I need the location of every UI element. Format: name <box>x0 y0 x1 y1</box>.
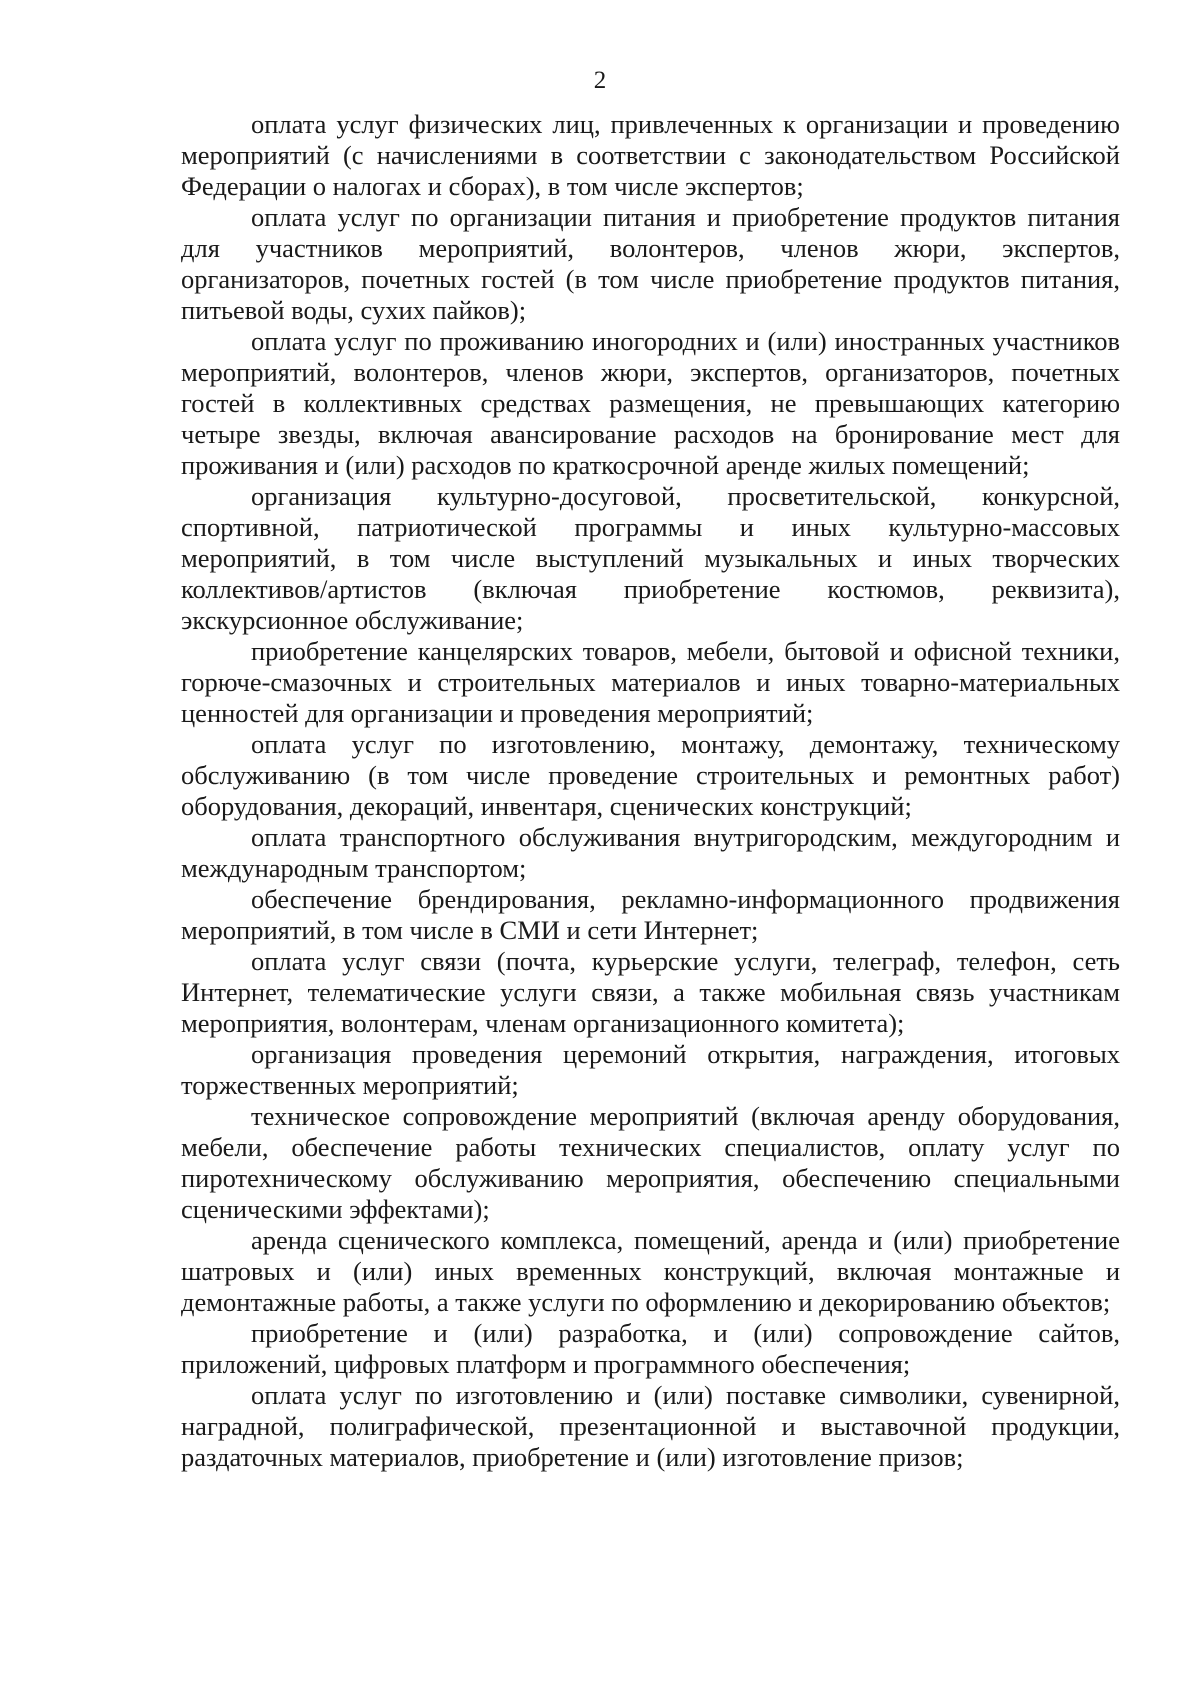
document-body <box>181 109 1120 1473</box>
paragraph: оплата услуг физических лиц, привлеченных к организации и проведению мероприятий (с начислениями в соответствии с законодательством Российской Федерации о налогах и сборах), в том числе экспертов; <box>181 109 1120 201</box>
paragraph: оплата услуг по изготовлению и (или) поставке символики, сувенирной, наградной, полиграфической, презентационной и выставочной продукции, раздаточных материалов, приобретение и (или) изготовление призов; <box>181 1380 1120 1472</box>
paragraph: приобретение канцелярских товаров, мебели, бытовой и офисной техники, горюче-смазочных и строительных материалов и иных товарно-материальных ценностей для организации и проведения мероприятий; <box>181 636 1120 728</box>
paragraph: техническое сопровождение мероприятий (включая аренду оборудования, мебели, обеспечение работы технических специалистов, оплату услуг по пиротехническому обслуживанию мероприятия, обеспечению специальными сценическими эффектами); <box>181 1101 1120 1224</box>
paragraph: оплата услуг по проживанию иногородних и (или) иностранных участников мероприятий, волонтеров, членов жюри, экспертов, организаторов, почетных гостей в коллективных средствах размещения, не превышающих категорию четыре звезды, включая авансирование расходов на бронирование мест для проживания и (или) расходов по краткосрочной аренде жилых помещений; <box>181 326 1120 480</box>
paragraph: организация культурно-досуговой, просветительской, конкурсной, спортивной, патриотической программы и иных культурно-массовых мероприятий, в том числе выступлений музыкальных и иных творческих коллективов/артистов (включая приобретение костюмов, реквизита), экскурсионное обслуживание; <box>181 481 1120 635</box>
page-number: 2 <box>593 67 607 94</box>
paragraph: оплата транспортного обслуживания внутригородским, междугородним и международным транспортом; <box>181 822 1120 883</box>
paragraph: приобретение и (или) разработка, и (или) сопровождение сайтов, приложений, цифровых платформ и программного обеспечения; <box>181 1318 1120 1379</box>
paragraph: оплата услуг по организации питания и приобретение продуктов питания для участников мероприятий, волонтеров, членов жюри, экспертов, организаторов, почетных гостей (в том числе приобретение продуктов питания, питьевой воды, сухих пайков); <box>181 202 1120 325</box>
paragraph: обеспечение брендирования, рекламно-информационного продвижения мероприятий, в том числе в СМИ и сети Интернет; <box>181 884 1120 945</box>
paragraph: оплата услуг связи (почта, курьерские услуги, телеграф, телефон, сеть Интернет, телематические услуги связи, а также мобильная связь участникам мероприятия, волонтерам, членам организационного комитета); <box>181 946 1120 1038</box>
paragraph: аренда сценического комплекса, помещений, аренда и (или) приобретение шатровых и (или) иных временных конструкций, включая монтажные и демонтажные работы, а также услуги по оформлению и декорированию объектов; <box>181 1225 1120 1317</box>
paragraph: организация проведения церемоний открытия, награждения, итоговых торжественных мероприятий; <box>181 1039 1120 1100</box>
paragraph: оплата услуг по изготовлению, монтажу, демонтажу, техническому обслуживанию (в том числе проведение строительных и ремонтных работ) оборудования, декораций, инвентаря, сценических конструкций; <box>181 729 1120 821</box>
